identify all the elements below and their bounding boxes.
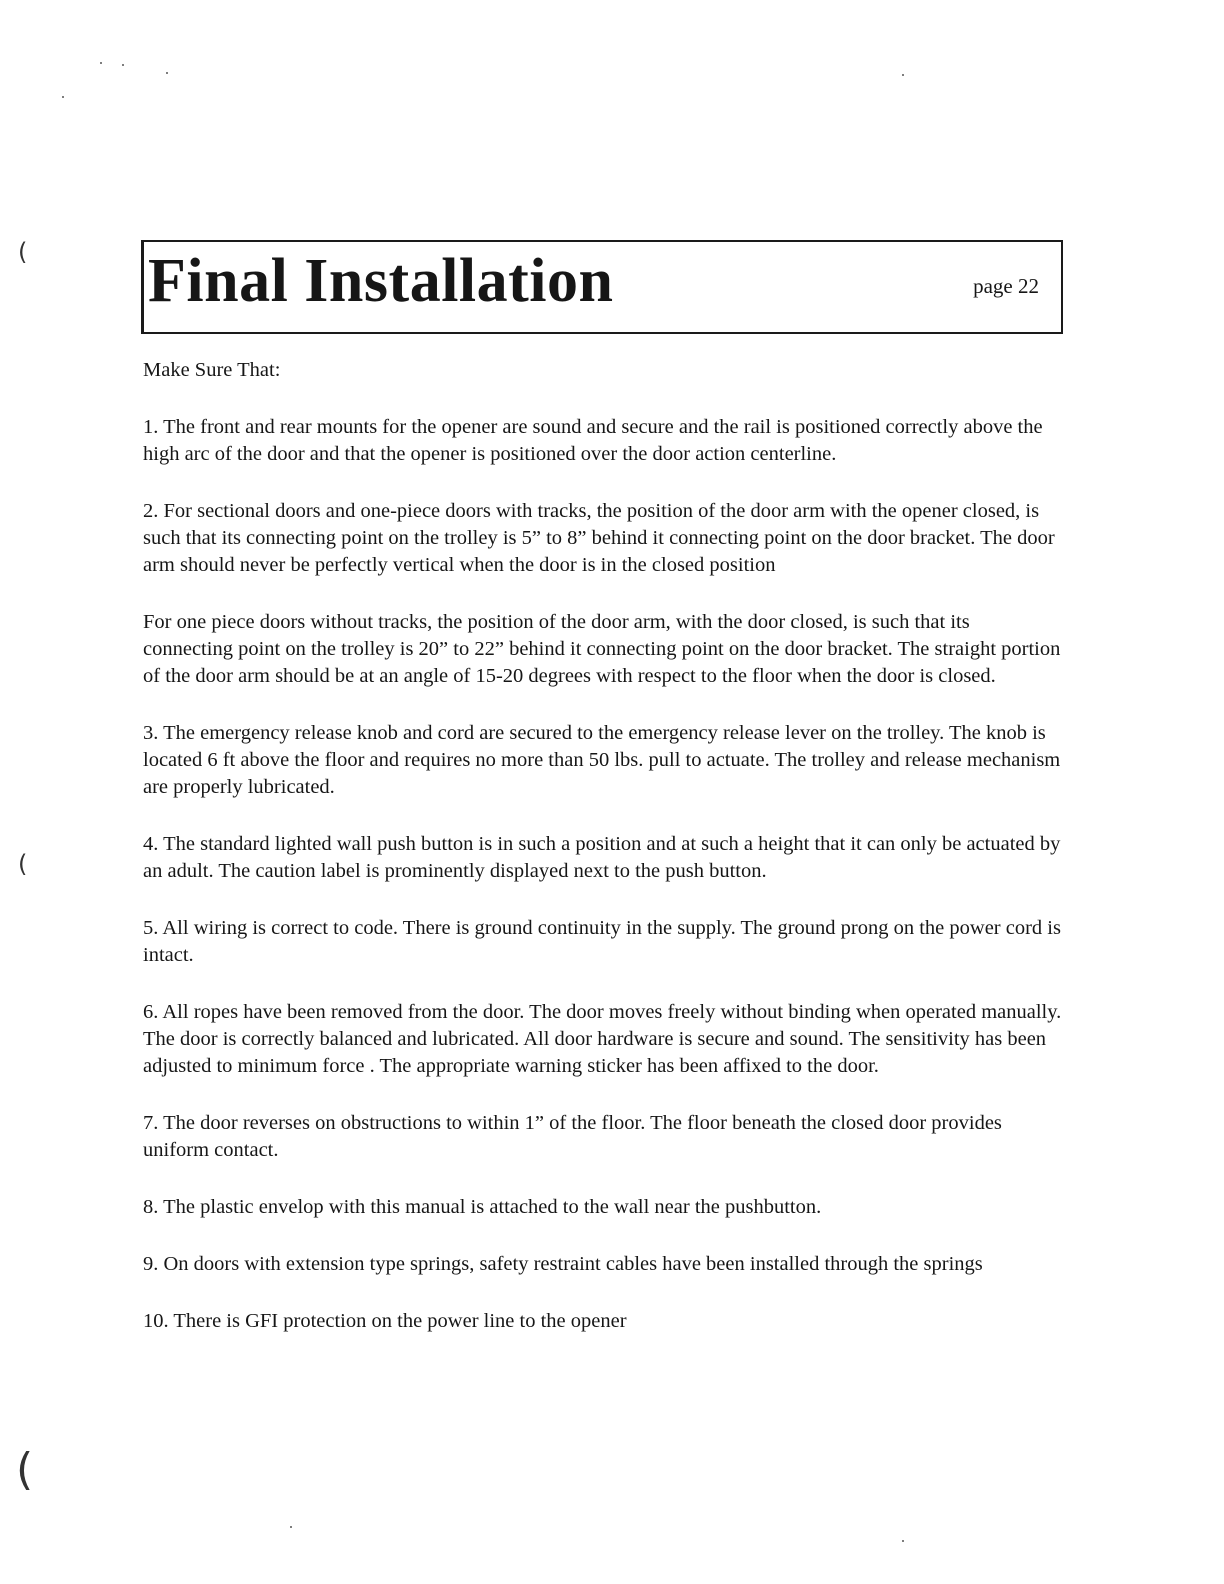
checklist-item-2-one-piece: For one piece doors without tracks, the position of the door arm, with the door closed, is such that its connecting point on the trolley is 20” to 22” behind it connecting point on the door bracket. The straight portion of the door arm should be at an angle of 15-20 degrees with respect to the floor when the door is closed. (143, 611, 1061, 687)
scan-speck (902, 74, 904, 76)
checklist-item-7: 7. The door reverses on obstructions to within 1” of the floor. The floor beneath the closed door provides uniform contact. (143, 1112, 1002, 1161)
scan-speck (902, 1540, 904, 1542)
scan-mark: ( (18, 238, 28, 266)
checklist (143, 357, 1063, 1365)
page-title: Final Installation (148, 247, 614, 315)
checklist-item-8: 8. The plastic envelop with this manual is attached to the wall near the pushbutton. (143, 1196, 822, 1218)
checklist-item-10: 10. There is GFI protection on the power line to the opener (143, 1310, 627, 1332)
scan-speck (100, 62, 102, 64)
intro-text: Make Sure That: (143, 359, 281, 381)
checklist-item-2: 2. For sectional doors and one-piece doors with tracks, the position of the door arm with the opener closed, is such that its connecting point on the trolley is 5” to 8” behind it connecting point on the door bracket. The door arm should never be perfectly vertical when the door is in the closed position (143, 500, 1055, 576)
scan-speck (62, 96, 64, 98)
scan-mark: ( (16, 1444, 34, 1495)
scan-speck (290, 1526, 292, 1528)
checklist-item-6: 6. All ropes have been removed from the door. The door moves freely without binding when operated manually. The door is correctly balanced and lubricated. All door hardware is secure and sound. The sensitivity has been adjusted to minimum force . The appropriate warning sticker has been affixed to the door. (143, 1001, 1062, 1077)
checklist-item-5: 5. All wiring is correct to code. There is ground continuity in the supply. The ground prong on the power cord is intact. (143, 917, 1061, 966)
scan-speck (122, 64, 124, 66)
scan-mark: ( (18, 850, 28, 878)
checklist-item-3: 3. The emergency release knob and cord are secured to the emergency release lever on the trolley. The knob is located 6 ft above the floor and requires no more than 50 lbs. pull to actuate. The trolley and release mechanism are properly lubricated. (143, 722, 1061, 798)
checklist-item-1: 1. The front and rear mounts for the opener are sound and secure and the rail is positioned correctly above the high arc of the door and that the opener is positioned over the door action centerline. (143, 416, 1043, 465)
checklist-item-4: 4. The standard lighted wall push button is in such a position and at such a height that it can only be actuated by an adult. The caution label is prominently displayed next to the push button. (143, 833, 1061, 882)
checklist-item-9: 9. On doors with extension type springs, safety restraint cables have been installed through the springs (143, 1253, 983, 1275)
page-number: page 22 (973, 274, 1039, 298)
scan-speck (166, 72, 168, 74)
title-box (141, 240, 1063, 334)
